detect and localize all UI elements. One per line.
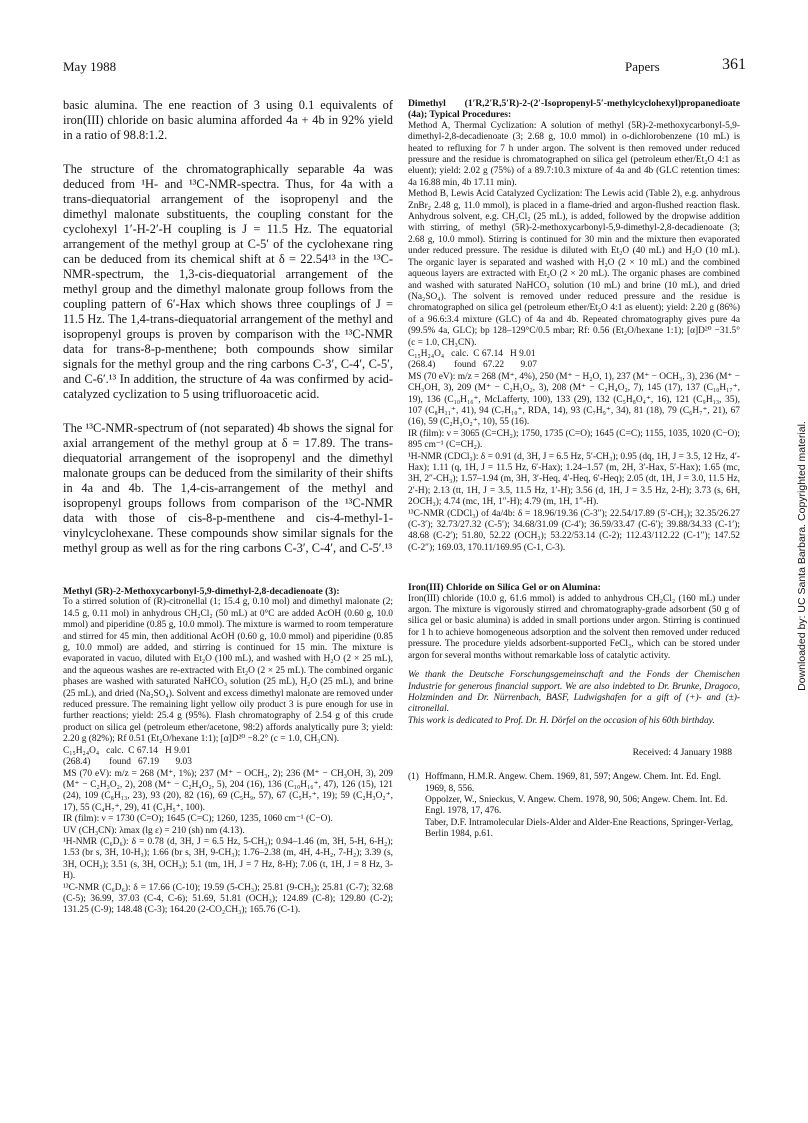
method-b: Method B, Lewis Acid Catalyzed Cyclization: The Lewis acid (Table 2), e.g. anhydrous ZnBr₂ 2.48 g, 11.0 mmol), is placed in a flame-dried and argon-flushed reaction flask. Anhydrous solvent, e.g. CH₂Cl₂ (25 mL), is added, followed by the dropwise addition with stirring, of methyl (5R)-2-methoxycarbonyl-5,9-dimethyl-2,8-decadienoate (3; 2.68 g, 10.0 mmol). Stirring is continued for 30 min and the mixture then evaporated under reduced pressure. The residue is diluted with Et₂O (40 mL) and H₂O (10 mL). The organic layer is separated and washed with H₂O (2 × 10 mL) and the combined aqueous layers are extracted with Et₂O (2 × 20 mL). The organic phases are combined and washed with saturated NaHCO₃ solution (10 mL) and brine (10 mL), and dried (Na₂SO₄). The solvent is removed under reduced pressure and the residue is chromatographed on silica gel (petroleum ether/Et₂O 4:1 as eluent); yield: 2.20 g (86%) of a 96.6:3.4 mixture (GLC) of 4a and 4b. Repeated chromatography gives pure 4a (99.5% 4a, GLC); bp 128–129°C/0.5 mbar; Rf: 0.56 (Et₂O/hexane 1:1); [α]D²⁰ −31.5° (c = 1.0, CH₃CN).	[408, 189, 740, 348]
paragraph-structure-4a: The structure of the chromatographically separable 4a was deduced from ¹H- and ¹³C-NMR-spectra. Thus, for 4a with a trans-diequatorial arrangement of the isopropenyl and the dimethyl malonate substituents, the coupling constant for the cyclohexyl 1′-H-2′-H coupling is J = 11.5 Hz. The equatorial arrangement of the methyl group at C-5′ of the cyclohexane ring can be deduced from its chemical shift at δ = 22.54¹³ in the ¹³C-NMR-spectrum, the 1,3-cis-diequatorial arrangement of the methyl group and the dimethyl malonate group follows from the coupling pattern of 6′-Hax which shows three couplings of J = 11.5 Hz. The 1,4-trans-diequatorial arrangement of the methyl and isopropenyl groups is proven by comparison with the ¹³C-NMR data for trans-8-p-menthene; both compounds show similar signals for the methyl group and the ring carbons C-3′, C-4′, C-5′, and C-6′.¹³ In addition, the structure of 4a was confirmed by acid-catalyzed cyclization to 5 using trifluoroacetic acid.	[63, 162, 393, 401]
paragraph-structure-4b: The ¹³C-NMR-spectrum of (not separated) 4b shows the signal for axial arrangement of the methyl group at δ = 17.89. The trans-diequatorial arrangement of the isopropenyl and the dimethyl malonate groups can be deduced from the similarity of their shifts in 4a and 4b. The 1,4-cis-arrangement of the methyl and isopropenyl groups follows from comparison of the ¹³C-NMR data with those of cis-8-p-menthene and cis-4-methyl-1-vinylcyclohexane. These compounds show similar signals for the methyl group as well as for the ring carbons C-3′, C-4′, and C-5′.¹³	[63, 421, 393, 555]
fecl3-heading: Iron(III) Chloride on Silica Gel or on Alumina:	[408, 582, 601, 594]
analysis-line-calc: C₁₅H₂₄O₄ calc. C 67.14 H 9.01	[63, 745, 191, 756]
header-section: Papers	[625, 59, 660, 74]
reference-entry: Hoffmann, H.M.R. Angew. Chem. 1969, 81, 597; Angew. Chem. Int. Ed. Engl. 1969, 8, 556.	[425, 772, 721, 794]
fecl3-procedure: Iron(III) chloride (10.0 g, 61.6 mmol) is added to anhydrous CH₂Cl₂ (160 mL) under argon. The mixture is vigorously stirred and chromatography-grade adsorbent (50 g of silica gel or basic alumina) is added in small portions under argon. Stirring is continued for 1 h to achieve homogeneous adsorption and the solvent then removed under reduced pressure. The procedure yields adsorbent-supported FeCl₃, which can be stored under argon for several months without remarkable loss of catalytic activity.	[408, 593, 740, 661]
cnmr-data-4a: ¹³C-NMR (CDCl₃) of 4a/4b: δ = 18.96/19.36 (C-3″); 22.54/17.89 (5′-CH₃); 32.35/26.27 (C-3′); 32.73/27.32 (C-5′); 34.68/31.09 (C-4′); 36.59/33.47 (C-6′); 39.88/34.33 (C-1′); 48.68 (C-2′); 51.80, 52.22 (OCH₃); 53.22/53.14 (C-2); 112.43/112.22 (C-1″); 147.52 (C-2″); 169.03, 170.11/169.95 (C-1, C-3).	[408, 508, 740, 553]
download-watermark-text: Downloaded by: UC Santa Barbara. Copyrighted material.	[796, 421, 808, 691]
cnmr-data-3: ¹³C-NMR (C₆D₆): δ = 17.66 (C-10); 19.59 (5-CH₃); 25.81 (9-CH₃); 25.81 (C-7); 32.68 (C-5); 36.99, 37.03 (C-4, C-6); 51.69, 51.81 (OCH₃); 124.89 (C-8); 129.80 (C-2); 131.25 (C-9); 148.48 (C-3); 164.20 (2-CO₂CH₃); 165.76 (C-1).	[63, 882, 393, 916]
header-date: May 1988	[63, 59, 117, 74]
dedication: This work is dedicated to Prof. Dr. H. Dörfel on the occasion of his 60th birthday.	[408, 715, 715, 726]
left-column	[63, 98, 393, 917]
ir-data-4a: IR (film): ν = 3065 (C=CH₂); 1750, 1735 (C=O); 1645 (C=C); 1155, 1035, 1020 (C−O); 895 cm⁻¹ (C=CH₂).	[408, 428, 740, 451]
ms-data-3: MS (70 eV): m/z = 268 (M⁺, 1%); 237 (M⁺ − OCH₃, 2); 236 (M⁺ − CH₃OH, 3), 209 (M⁺ − C₂H₃O₂, 2), 208 (M⁺ − C₂H₄O₂, 5), 204 (16), 136 (C₁₀H₁₆⁺, 47), 126 (15), 121 (24), 109 (C₈H₁₃, 23), 93 (20), 82 (16), 69 (C₅H₉, 57), 67 (C₅H₇⁺, 19); 59 (C₂H₃O₂⁺, 17), 55 (C₄H₇⁺, 29), 41 (C₃H₅⁺, 100).	[63, 768, 393, 813]
received-date: Received: 4 January 1988	[632, 747, 732, 759]
elemental-analysis-3	[63, 746, 393, 769]
analysis-line-found: (268.4) found 67.22 9.07	[408, 360, 537, 371]
download-watermark	[790, 300, 806, 820]
experimental-heading-4a: Dimethyl (1′R,2′R,5′R)-2-(2′-Isopropenyl-5′-methylcyclohexyl)propanedioate (4a); Typical Procedures:	[408, 98, 740, 121]
analysis-line-found: (268.4) found 67.19 9.03	[63, 757, 192, 768]
reference-entry: Oppolzer, W., Snieckus, V. Angew. Chem. 1978, 90, 506; Angew. Chem. Int. Ed. Engl. 1978, 17, 476.	[425, 794, 728, 817]
reference-entry: Taber, D.F. Intramolecular Diels-Alder and Alder-Ene Reactions, Springer-Verlag, Berlin 1984, p.61.	[425, 817, 734, 840]
page-number: 361	[722, 56, 746, 73]
right-column	[408, 98, 740, 841]
elemental-analysis-4a	[408, 349, 740, 372]
method-a: Method A, Thermal Cyclization: A solution of methyl (5R)-2-methoxycarbonyl-5,9-dimethyl-2,8-decadienoate (3; 2.68 g, 10.0 mmol) in o-dichlorobenzene (10 mL) is heated to refluxing for 7 h under argon. The solvent is then removed under reduced pressure and the residue is chromatographed on silica gel (petroleum ether/Et₂O 4:1 as eluent); yield: 2.02 g (75%) of a 89.7:10.3 mixture of 4a and 4b (GLC retention times: 4a 16.88 min, 4b 17.11 min).	[408, 120, 740, 188]
ms-data-4a: MS (70 eV): m/z = 268 (M⁺, 4%), 250 (M⁺ − H₂O, 1), 237 (M⁺ − OCH₃, 3), 236 (M⁺ − CH₃OH, 3), 209 (M⁺ − C₂H₃O₂, 3), 208 (M⁺ − C₂H₄O₂, 7), 145 (17), 137 (C₁₀H₁₇⁺, 19), 136 (C₁₀H₁₆⁺, McLafferty, 100), 133 (29), 132 (C₅H₈O₄⁺, 16), 121 (C₉H₁₃, 35), 107 (C₈H₁₁⁺, 41), 94 (C₇H₁₀⁺, RDA, 14), 93 (C₇H₉⁺, 34), 81 (18), 79 (C₆H₇⁺, 21), 67 (16), 59 (C₂H₃O₂⁺, 10), 55 (16).	[408, 371, 740, 428]
experimental-heading-3: Methyl (5R)-2-Methoxycarbonyl-5,9-dimethyl-2,8-decadienoate (3):	[63, 586, 340, 597]
analysis-line-calc: C₁₅H₂₄O₄ calc. C 67.14 H 9.01	[408, 348, 536, 359]
reference-number: (1)	[408, 772, 419, 783]
uv-data-3: UV (CH₃CN): λmax (lg ε) = 210 (sh) nm (4.13).	[63, 825, 245, 836]
hnmr-data-4a: ¹H-NMR (CDCl₃): δ = 0.91 (d, 3H, J = 6.5 Hz, 5′-CH₃); 0.95 (dq, 1H, J = 3.5, 12 Hz, 4′-Hax); 1.11 (q, 1H, J = 11.5 Hz, 6′-Hax); 1.24–1.57 (m, 2H, 3′-Hax, 5′-Hax); 1.65 (mc, 3H, 2″-CH₃); 1.57–1.94 (m, 3H, 3′-Heq, 4′-Heq, 6′-Heq); 2.05 (dt, 1H, J = 3.0, 11.5 Hz, 2′-H); 2.13 (tt, 1H, J = 3.5, 11.5 Hz, 1′-H); 3.56 (d, 1H, J = 3.5 Hz, 2-H); 3.73 (s, 6H, 2OCH₃); 4.74 (mc, 1H, 1″-H); 4.79 (m, 1H, 1″-H).	[408, 451, 740, 508]
ir-data-3: IR (film): ν = 1730 (C=O); 1645 (C=C); 1260, 1235, 1060 cm⁻¹ (C−O).	[63, 814, 333, 825]
experimental-procedure-3: To a stirred solution of (R)-citronellal (1; 15.4 g, 0.10 mol) and dimethyl malonate (2; 14.5 g, 0.11 mol) in anhydrous CH₂Cl₂ (50 mL) at 0°C are added AcOH (0.60 g, 10.0 mmol) and piperidine (0.85 g, 10.0 mmol). The mixture is warmed to room temperature and stirred for 45 min, then additional AcOH (0.60 g, 10.0 mmol) and piperidine (0.85 g, 10.0 mmol) are added, and stirring is continued for 15 min. The mixture is evaporated in vacuo, diluted with Et₂O (100 mL), and washed with H₂O (2 × 25 mL), and the aqueous washes are re-extracted with Et₂O (2 × 25 mL). The combined organic phases are washed with saturated NaHCO₃ solution (25 mL), H₂O (25 mL), and brine (25 mL), and dried (Na₂SO₄). Solvent and excess dimethyl malonate are removed under reduced pressure. The remaining light yellow oily product 3 is pure enough for use in further reactions; yield: 25.4 g (95%). Flash chromatography of 2.54 g of this crude product on silica gel (petroleum ether/acetone, 98:2) affords analytically pure 3; yield: 2.20 g (82%); Rf 0.51 (Et₂O/hexane 1:1); [α]D²⁰ −8.2° (c = 1.0, CH₃CN).	[63, 597, 393, 745]
hnmr-data-3: ¹H-NMR (C₆D₆): δ = 0.78 (d, 3H, J = 6.5 Hz, 5-CH₃); 0.94–1.46 (m, 3H, 5-H, 6-H₂); 1.53 (br s, 3H, 10-H₃); 1.66 (br s, 3H, 9-CH₃); 1.76–2.38 (m, 4H, 4-H₂, 7-H₂); 3.39 (s, 3H, OCH₃); 3.51 (s, 3H, OCH₃); 5.1 (tm, 1H, J = 7 Hz, 8-H); 7.06 (t, 1H, J = 8 Hz, 3-H).	[63, 836, 393, 882]
paragraph-ene-yield: basic alumina. The ene reaction of 3 using 0.1 equivalents of iron(III) chloride on basic alumina afforded 4a + 4b in 92% yield in a ratio of 98.8:1.2.	[63, 98, 393, 142]
acknowledgements: We thank the Deutsche Forschungsgemeinschaft and the Fonds der Chemischen Industrie for generous financial support. We are also indebted to Dr. Brunke, Dragoco, Holzminden and Dr. Nürrenbach, BASF, Ludwigshafen for a gift of (+)- and (±)-citronellal.	[408, 670, 740, 715]
references	[408, 772, 740, 840]
